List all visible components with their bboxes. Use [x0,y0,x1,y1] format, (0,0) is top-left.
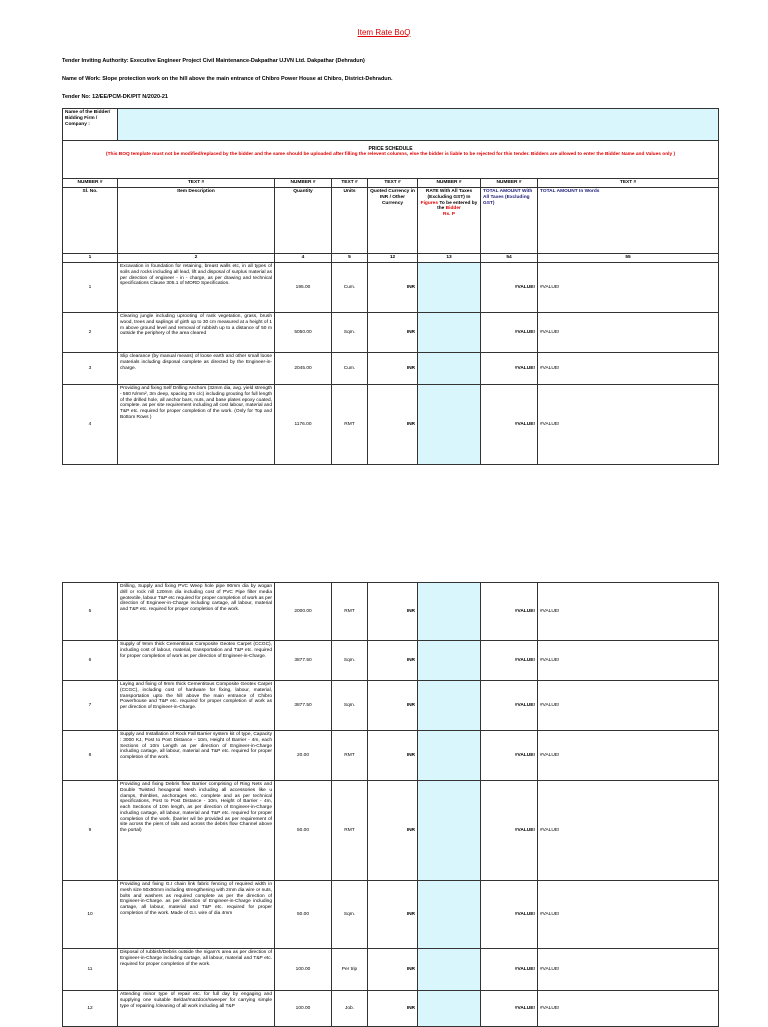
sl-cell: 7 [63,681,118,731]
type-cell: TEXT # [332,179,368,188]
total-amount-cell: #VALUE! [481,881,538,949]
total-amount-cell: #VALUE! [481,731,538,781]
units-cell: RMT [332,731,368,781]
currency-cell: INR [368,641,418,681]
currency-cell: INR [368,731,418,781]
column-number: 12 [368,254,418,263]
rate-input[interactable] [418,731,481,781]
rate-input[interactable] [418,313,481,353]
column-number: 13 [418,254,481,263]
table-row [63,583,719,641]
rate-input[interactable] [418,641,481,681]
rate-input[interactable] [418,385,481,465]
units-cell: RMT [332,583,368,641]
type-cell: NUMBER # [275,179,332,188]
units-cell: Job. [332,991,368,1027]
units-cell: Sqm. [332,313,368,353]
currency-cell: INR [368,313,418,353]
units-cell: RMT [332,781,368,881]
rate-input[interactable] [418,881,481,949]
type-cell: TEXT # [118,179,275,188]
currency-cell: INR [368,781,418,881]
units-cell: Sqm. [332,641,368,681]
quantity-cell: 3877.50 [275,681,332,731]
quantity-cell: 50.00 [275,881,332,949]
items-page-2 [63,583,719,1027]
sl-cell: 9 [63,781,118,881]
sl-cell: 4 [63,385,118,465]
currency-cell: INR [368,881,418,949]
description-cell: Supply of 9mm thick Cementitous Composite Geotex Carpet (CCGC), including cost of labour, material, transportation and T&P etc. required for proper completion of work as per direction of Engineer-in-Charge. [118,641,275,681]
rate-input[interactable] [418,583,481,641]
type-cell: TEXT # [538,179,719,188]
amount-in-words-cell: #VALUE! [538,731,719,781]
total-amount-cell: #VALUE! [481,641,538,681]
column-number: 5 [332,254,368,263]
currency-cell: INR [368,263,418,313]
total-amount-cell: #VALUE! [481,681,538,731]
table-row [63,313,719,353]
description-cell: Attending minor type of repair etc. for full day by engaging and supplying one suitable Beldar/mazdoor/sweeper for carrying simple type of repairing /cleaning of all work including all T&P [118,991,275,1027]
column-number: 2 [118,254,275,263]
column-number: 55 [538,254,719,263]
sl-cell: 11 [63,949,118,991]
amount-in-words-cell: #VALUE! [538,583,719,641]
quantity-cell: 195.00 [275,263,332,313]
quantity-cell: 100.00 [275,949,332,991]
description-cell: Drilling, Supply and fixing PVC Weep hole pipe 90mm dia by wogan drill or rock nill 120mm dia including cost of PVC Pipe filter media geotextile, labour T&P etc required for proper completion of work as per direction of Engineer-in-Charge including cartage, all labour, material and T&P etc. required for proper completion of the work. [118,583,275,641]
column-number: 4 [275,254,332,263]
amount-in-words-cell: #VALUE! [538,881,719,949]
price-schedule-row [63,141,719,179]
total-amount-cell: #VALUE! [481,583,538,641]
boq-table-page-2 [62,582,719,1027]
type-cell: TEXT # [368,179,418,188]
type-cell: NUMBER # [481,179,538,188]
amount-in-words-cell: #VALUE! [538,641,719,681]
description-cell: Clearing jungle including uprooting of rank vegetation, grass, brush wood, trees and saplings of girth up to 30 cm measured at a height of 1 m above ground level and removal of rubbish up to a distance of 50 m outside the periphery of the area cleared [118,313,275,353]
units-cell: Cum. [332,263,368,313]
total-amount-cell: #VALUE! [481,353,538,385]
tender-number: Tender No: 12/EE/PCM-DK/PIT N/2020-21 [62,94,168,100]
type-cell: NUMBER # [418,179,481,188]
description-cell: Supply and Installation of Rock Fall Barrier system kit of type, Capacity : 3000 KJ, Post to Post Distance - 10m, Height of Barrier - 4m, each Sections of 10m Length as per direction of Engineer-in-Charge including cartage, all labour, material and T&P etc. required for proper completion of the work. [118,731,275,781]
boq-table-page-1 [62,108,719,465]
amount-in-words-cell: #VALUE! [538,781,719,881]
table-row [63,681,719,731]
amount-in-words-cell: #VALUE! [538,353,719,385]
header-sl-no: Sl. No. [63,188,118,254]
sl-cell: 10 [63,881,118,949]
table-row [63,353,719,385]
amount-in-words-cell: #VALUE! [538,991,719,1027]
currency-cell: INR [368,949,418,991]
currency-cell: INR [368,353,418,385]
currency-cell: INR [368,681,418,731]
units-cell: Cum. [332,353,368,385]
header-currency: Quoted Currency in INR / Other Currency [368,188,418,254]
quantity-cell: 2000.00 [275,583,332,641]
total-amount-cell: #VALUE! [481,263,538,313]
units-cell: Sqm. [332,881,368,949]
header-quantity: Quantity [275,188,332,254]
units-cell: Per trip [332,949,368,991]
header-total-words: TOTAL AMOUNT In Words [538,188,719,254]
price-schedule-heading: PRICE SCHEDULE [368,146,413,152]
quantity-cell: 20.00 [275,731,332,781]
currency-cell: INR [368,991,418,1027]
description-cell: Providing and fixing Self Drilling Anchors (32mm dia, avg. yield strength - 560 N/mm², 3m deep, spacing 3m c/c) including grouting for full length of the drilled hole, all anchor bars, nuts, and base plates epoxy coated, complete. as per site requirement including all cost labour, material and T&P etc. required for proper completion of the work. (Only for Top and Bottom Rows ) [118,385,275,465]
sl-cell: 6 [63,641,118,681]
header-units: Units [332,188,368,254]
units-cell: RMT [332,385,368,465]
rate-input[interactable] [418,949,481,991]
table-row [63,385,719,465]
quantity-cell: 2045.00 [275,353,332,385]
table-row [63,731,719,781]
table-row [63,949,719,991]
name-of-work: Name of Work: Slope protection work on the hill above the main entrance of Chibro Power House at Chibro, District-Dehradun. [62,76,393,82]
total-amount-cell: #VALUE! [481,781,538,881]
table-row [63,991,719,1027]
quantity-cell: 3877.50 [275,641,332,681]
type-row [63,179,719,188]
column-number-row [63,254,719,263]
amount-in-words-cell: #VALUE! [538,385,719,465]
bidder-name-input[interactable] [118,109,719,141]
units-cell: Sqm. [332,681,368,731]
description-cell: Excavation in foundation for retaining, breast walls etc, in all types of soils and rocks including all lead, lift and disposal of surplus material as per direction of engineer - in - charge, as per drawing and technical specifications Clause 305.1 of MORD Specification. [118,263,275,313]
total-amount-cell: #VALUE! [481,949,538,991]
currency-cell: INR [368,385,418,465]
amount-in-words-cell: #VALUE! [538,313,719,353]
total-amount-cell: #VALUE! [481,991,538,1027]
description-cell: Providing and fixing G.I chain link fabric fencing of required width in mesh size 50x50mm including strengthening with 2mm dia wire or nuts, bolts and washers as required complete as per the direction of Engineer-in-Charge. as per direction of Engineer-in-Charge including cartage, all labour, material and T&P etc. required for proper completion of the work. Made of G.I. wire of dia 4mm [118,881,275,949]
table-row [63,263,719,313]
sl-cell: 12 [63,991,118,1027]
table-row [63,781,719,881]
price-schedule-note: (This BOQ template must not be modified/replaced by the bidder and the same should be uploaded after filling the relevent columns, else the bidder is liable to be rejected for this tender. Bidders are allowed to enter the Bidder Name and Values only ) [105,152,676,157]
currency-cell: INR [368,583,418,641]
total-amount-cell: #VALUE! [481,385,538,465]
quantity-cell: 5050.00 [275,313,332,353]
quantity-cell: 100.00 [275,991,332,1027]
header-total-amount: TOTAL AMOUNT With All Taxes (Excluding GST) [481,188,538,254]
page-title: Item Rate BoQ [357,28,411,37]
items-page-1 [63,263,719,465]
amount-in-words-cell: #VALUE! [538,949,719,991]
column-number: 54 [481,254,538,263]
description-cell: Providing and fixing Debris flow Barrier comprising of Ring Nets and Double Twisted hexagonal Mesh including all accessories like u clamps, thimbles, anchorages etc. complete and as per technical specifications, Post to Post Distance - 10m, Height of Barrier - 4m, each Sections of 10m length, as per direction of Engineer-in-Charge including cartage, all labour, material and T&P etc. required for proper completion of the work. (barrier wil be provided as per requirement of site across the piers of rails and across the debris flow Channel above the portal) [118,781,275,881]
type-cell: NUMBER # [63,179,118,188]
sl-cell: 1 [63,263,118,313]
column-number: 1 [63,254,118,263]
price-schedule [63,141,719,179]
rate-input[interactable] [418,353,481,385]
amount-in-words-cell: #VALUE! [538,681,719,731]
sl-cell: 3 [63,353,118,385]
description-cell: Slip clearance (by manual means) of loose earth and other small loose materials including disposal complete as directed by the Engineer-in-charge. [118,353,275,385]
header-item-description: Item Description [118,188,275,254]
rate-input[interactable] [418,263,481,313]
column-header-row [63,188,719,254]
description-cell: Disposal of rubbish/Debris outside the nigam's area as per direction of Engineer-in-Charge including cartage, all labour, material and T&P etc. required for proper completion of the work. [118,949,275,991]
rate-input[interactable] [418,681,481,731]
sl-cell: 5 [63,583,118,641]
sl-cell: 2 [63,313,118,353]
amount-in-words-cell: #VALUE! [538,263,719,313]
table-row [63,641,719,681]
rate-input[interactable] [418,781,481,881]
tender-inviting-authority: Tender Inviting Authority: Executive Engineer Project Civil Maintenance-Dakpathar UJVN Ltd. Dakpathar (Dehradun) [62,58,365,64]
quantity-cell: 50.00 [275,781,332,881]
table-row [63,881,719,949]
total-amount-cell: #VALUE! [481,313,538,353]
sl-cell: 8 [63,731,118,781]
description-cell: Laying and fixing of 9mm thick Cementitous Composite Geotex Carpet (CCGC), including cost of hardware for fixing, labour, material, transportation upto the hill above the main entrance of Chibro Powerhouse and T&P etc. required for proper completion of work as per direction of Engineer-in-Charge. [118,681,275,731]
bidder-name-row [63,109,719,141]
quantity-cell: 1176.00 [275,385,332,465]
bidder-name-label: Name of the Bidder/ Bidding Firm / Company : [63,109,118,141]
header-rate: RATE With All Taxes (Excluding GST) In Figures To be entered by the Bidder Rs. P [418,188,481,254]
rate-input[interactable] [418,991,481,1027]
